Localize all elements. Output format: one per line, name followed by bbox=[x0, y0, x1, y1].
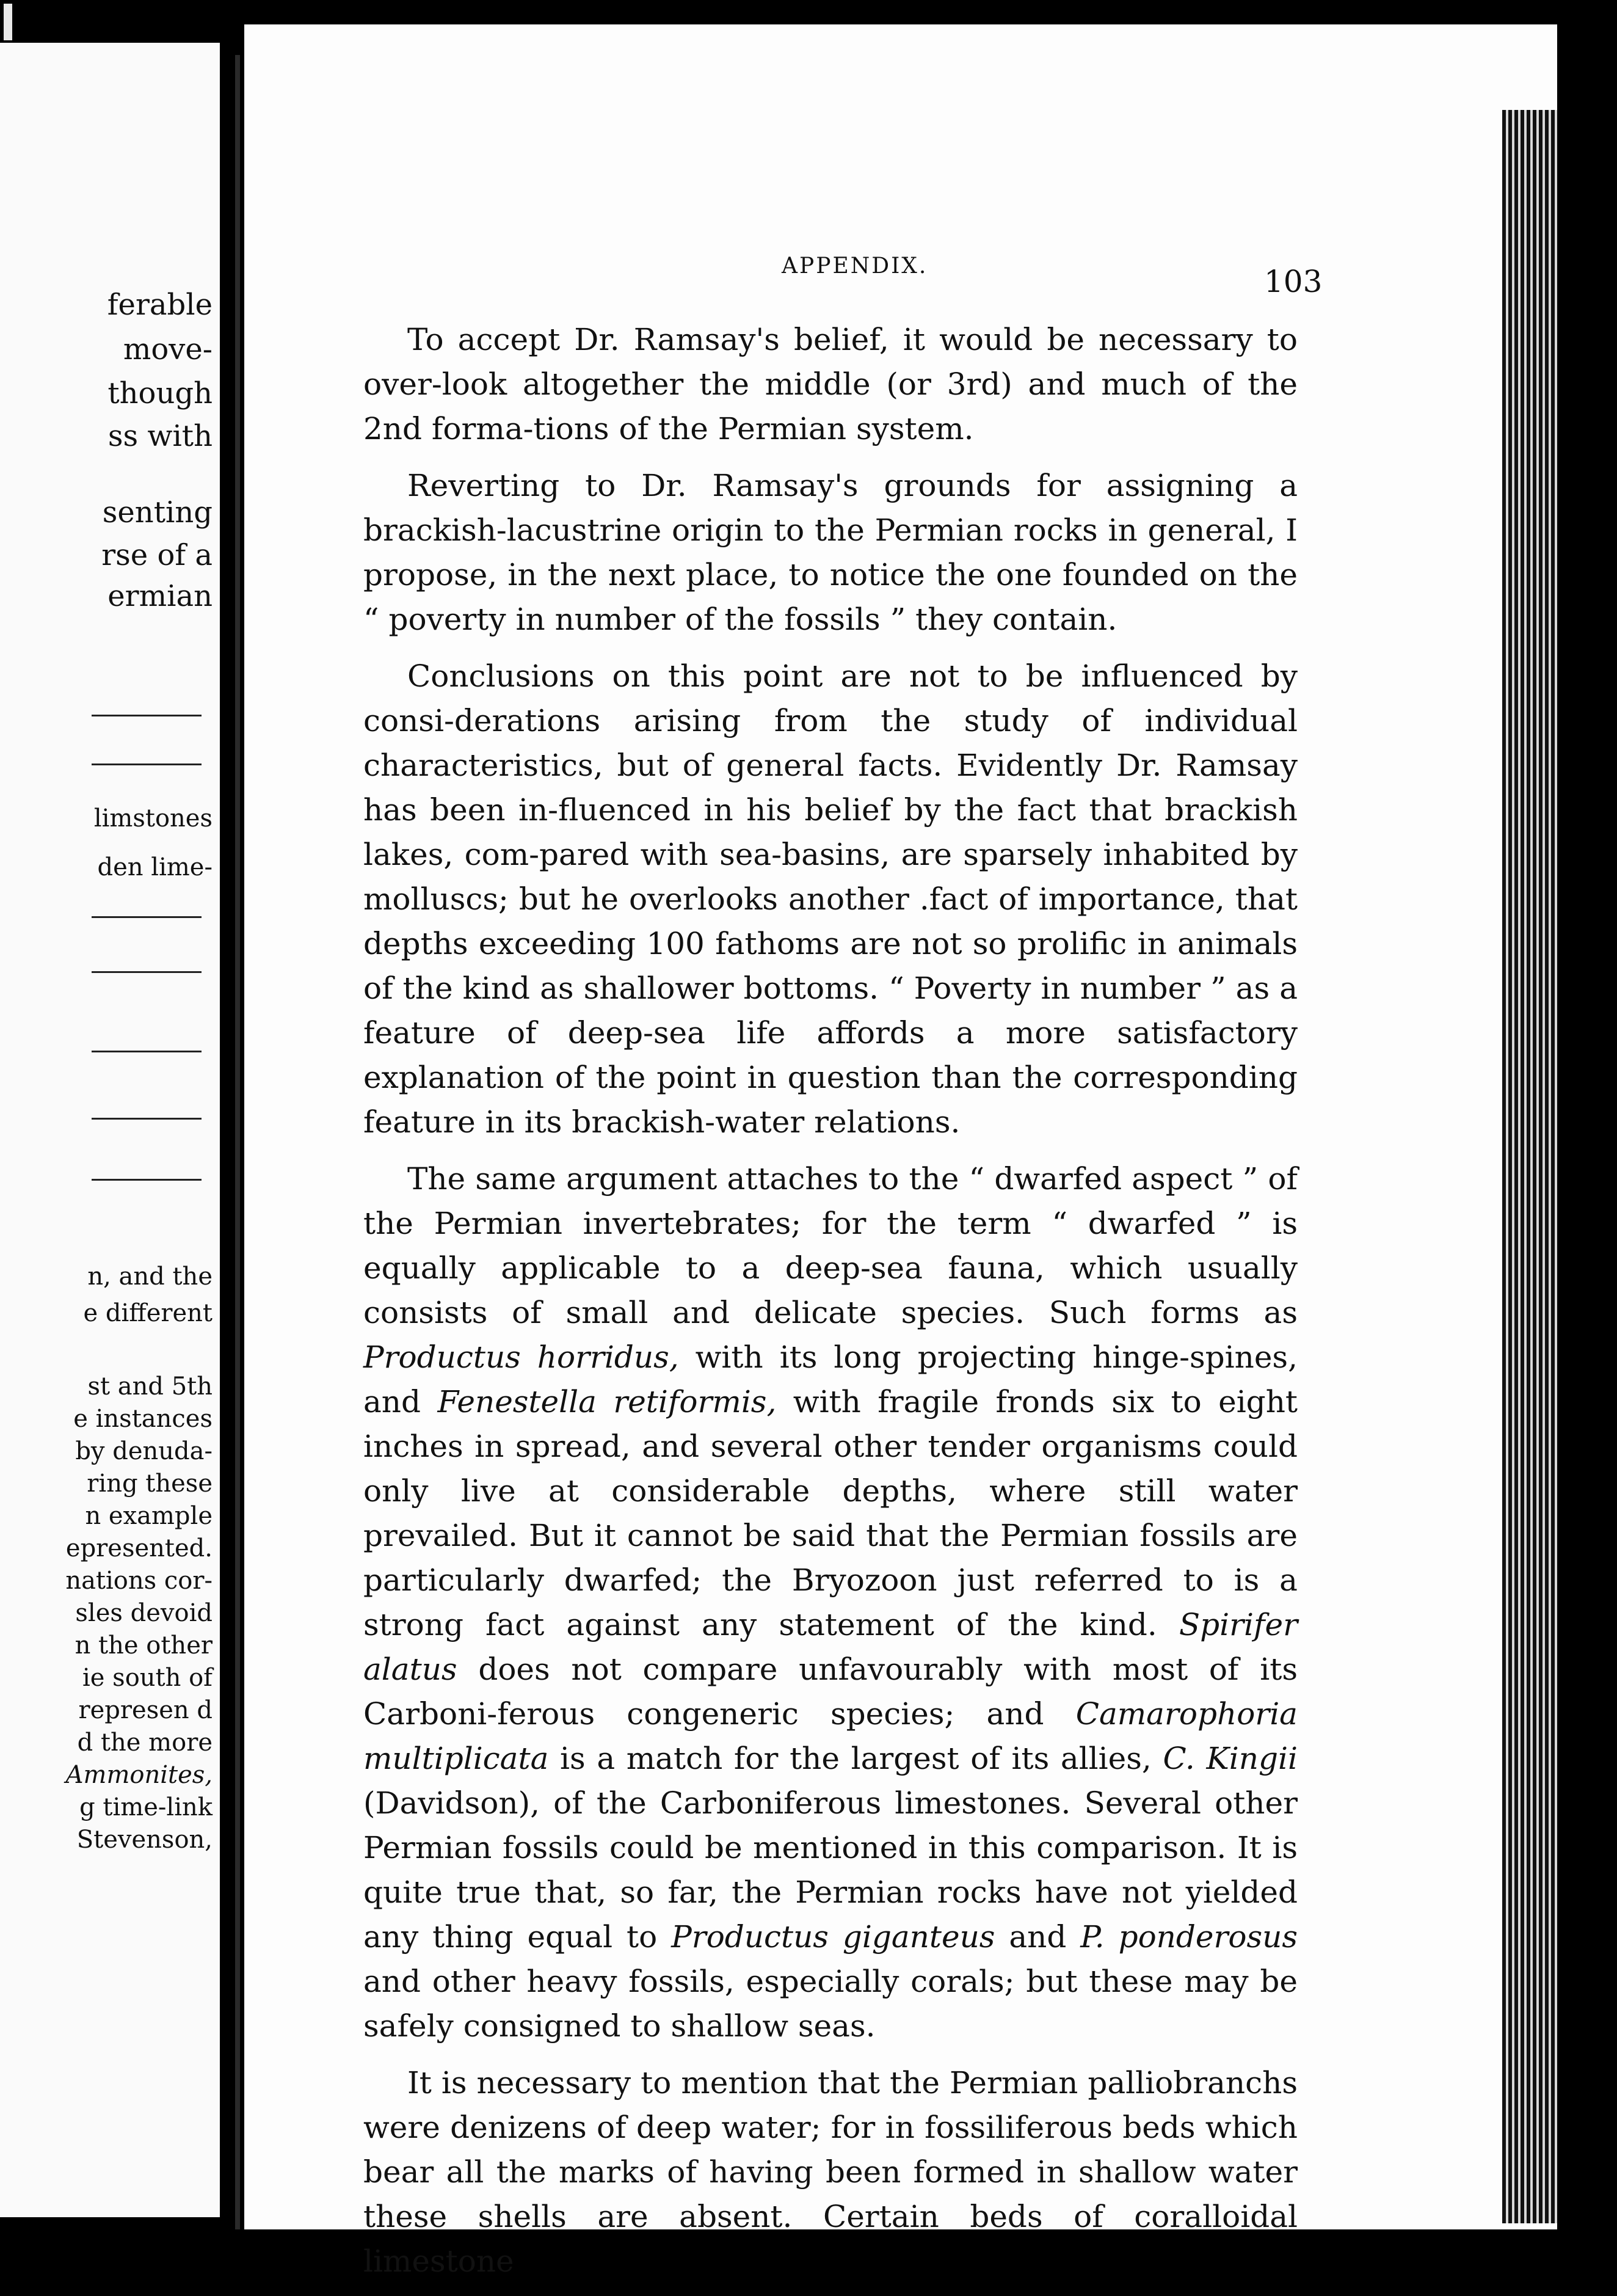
left-line: den lime- bbox=[97, 853, 213, 881]
divider-rule bbox=[92, 1051, 202, 1052]
page-number: 103 bbox=[1264, 264, 1323, 299]
right-page bbox=[244, 24, 1557, 2279]
page-corner-tab bbox=[0, 0, 43, 49]
text-run: It is necessary to mention that the Permian palliobranchs were denizens of deep water; for in fossiliferous beds which bear all the marks of having been formed in shallow water these shells are absent. Certain beds of coralloidal limestone bbox=[363, 2065, 1298, 2279]
left-line: limstones bbox=[93, 804, 213, 833]
left-line: movе- bbox=[123, 332, 213, 366]
left-line: n, and the bbox=[87, 1263, 213, 1291]
paragraph bbox=[363, 464, 1298, 642]
text-run: with its long projecting hinge-spines, and bbox=[363, 1339, 1298, 1420]
running-head: APPENDIX. bbox=[782, 253, 928, 279]
paragraph bbox=[363, 654, 1298, 1145]
left-line: epresented. bbox=[65, 1534, 213, 1562]
left-line: ie south of bbox=[82, 1664, 213, 1692]
left-line: Stevenson, bbox=[76, 1826, 213, 1854]
left-line: ss with bbox=[107, 419, 213, 453]
italic-text-run: Spirifer alatus bbox=[363, 1607, 1298, 1687]
book-gutter bbox=[235, 55, 240, 2229]
left-line: ferable bbox=[107, 288, 213, 322]
left-line: though bbox=[107, 376, 213, 410]
text-run: (Davidson), of the Carboniferous limestones. Several other Permian fossils could be mentioned in this comparison. It is quite true that, so far, the Permian rocks have not yielded any thing equal to bbox=[363, 1785, 1298, 1955]
text-run: Reverting to Dr. Ramsay's grounds for assigning a brackish-lacustrine origin to the Permian rocks in general, I propose, in the next place, to notice the one founded on the “ poverty in number of the fossils ” they contain. bbox=[363, 468, 1298, 637]
corner-tab-highlight bbox=[4, 4, 12, 40]
divider-rule bbox=[92, 1118, 202, 1120]
left-page-fragment bbox=[0, 43, 220, 2217]
italic-text-run: C. Kingii bbox=[1163, 1741, 1298, 1776]
left-line: represen d bbox=[78, 1696, 213, 1724]
left-line: st and 5th bbox=[87, 1372, 213, 1401]
left-line: n the other bbox=[74, 1631, 213, 1660]
left-line: rse of a bbox=[101, 538, 213, 572]
divider-rule bbox=[92, 971, 202, 973]
divider-rule bbox=[92, 764, 202, 765]
text-run: does not compare unfavourably with most of its Carboni-ferous congeneric species; and bbox=[363, 1652, 1298, 1732]
left-line: ermian bbox=[107, 579, 213, 613]
left-line: e different bbox=[83, 1299, 213, 1327]
paragraph bbox=[363, 318, 1298, 451]
divider-rule bbox=[92, 916, 202, 918]
text-run: with fragile fronds six to eight inches in spread, and several other tender organisms could only live at considerable depths, where still water prevailed. But it cannot be said that the Permian fossils are particularly dwarfed; the Bryozoon just referred to is a strong fact against any statement of the kind. bbox=[363, 1384, 1298, 1642]
text-run: is a match for the largest of its allies, bbox=[548, 1741, 1163, 1776]
italic-text-run: Productus giganteus bbox=[671, 1919, 995, 1955]
text-run: Conclusions on this point are not to be influenced by consi-derations arising from the study of individual characteristics, but of general facts. Evidently Dr. Ramsay has been in-fluenced in his belief by the fact that brackish lakes, com-pared with sea-basins, are sparsely inhabited by molluscs; but he overlooks another .fact of importance, that depths exceeding 100 fathoms are not so prolific in animals of the kind as shallower bottoms. “ Poverty in number ” as a feature of deep-sea life affords a more satisfactory explanation of the point in question than the corresponding feature in its brackish-water relations. bbox=[363, 658, 1298, 1140]
italic-text-run: Camarophoria multiplicata bbox=[363, 1696, 1298, 1776]
italic-text-run: Fenestella retiformis, bbox=[437, 1384, 777, 1420]
page-edge-stripes bbox=[1502, 110, 1557, 2223]
paragraph bbox=[363, 2061, 1298, 2284]
left-line: senting bbox=[102, 495, 213, 530]
left-line: g time-link bbox=[79, 1793, 213, 1821]
left-line: nations cor- bbox=[65, 1567, 213, 1595]
left-line: sles devoid bbox=[75, 1599, 213, 1627]
left-line: d the more bbox=[77, 1729, 213, 1757]
left-line: n example bbox=[85, 1502, 213, 1530]
divider-rule bbox=[92, 715, 202, 716]
divider-rule bbox=[92, 1179, 202, 1181]
left-line: by denuda- bbox=[75, 1437, 213, 1465]
left-line: e instances bbox=[73, 1405, 213, 1433]
body-text bbox=[363, 318, 1298, 2296]
italic-text-run: P. ponderosus bbox=[1080, 1919, 1298, 1955]
italic-text-run: Productus horridus, bbox=[363, 1339, 679, 1375]
text-run: To accept Dr. Ramsay's belief, it would be necessary to over-look altogether the middle (or 3rd) and much of the 2nd forma-tions of the Permian system. bbox=[363, 322, 1298, 446]
left-line: Ammonites, bbox=[65, 1761, 213, 1789]
text-run: and other heavy fossils, especially corals; but these may be safely consigned to shallow seas. bbox=[363, 1964, 1298, 2044]
text-run: The same argument attaches to the “ dwarfed aspect ” of the Permian invertebrates; for the term “ dwarfed ” is equally applicable to a deep-sea fauna, which usually consists of small and delicate species. Such forms as bbox=[363, 1161, 1298, 1330]
text-run: and bbox=[995, 1919, 1081, 1955]
left-line: ring these bbox=[87, 1470, 213, 1498]
paragraph bbox=[363, 1157, 1298, 2049]
